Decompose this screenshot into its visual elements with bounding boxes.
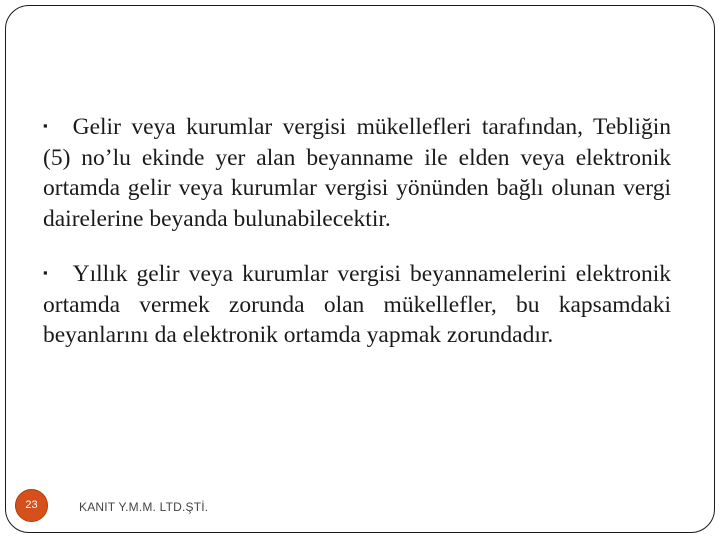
bullet-text-1: Gelir veya kurumlar vergisi mükellefleri tarafından, Tebliğin (5) no’lu ekinde yer alan beyanname ile elden veya elektronik ortamda gelir veya kurumlar vergisi yönünden bağlı olunan vergi dairelerine beyanda bulunabilecektir.: [43, 114, 671, 232]
bullet-square-icon: ▪: [43, 118, 48, 134]
page-number: 23: [25, 499, 38, 511]
bullet-paragraph-1: [43, 112, 671, 234]
bullet-paragraph-2: [43, 259, 671, 351]
footer-company-name: KANIT Y.M.M. LTD.ŞTİ.: [79, 500, 209, 514]
bullet-text-2: Yıllık gelir veya kurumlar vergisi beyannamelerini elektronik ortamda vermek zorunda olan mükellefler, bu kapsamdaki beyanlarını da elektronik ortamda yapmak zorundadır.: [43, 261, 671, 348]
page-number-badge: [15, 489, 48, 522]
bullet-square-icon: ▪: [43, 265, 48, 281]
slide-content: [43, 112, 671, 351]
